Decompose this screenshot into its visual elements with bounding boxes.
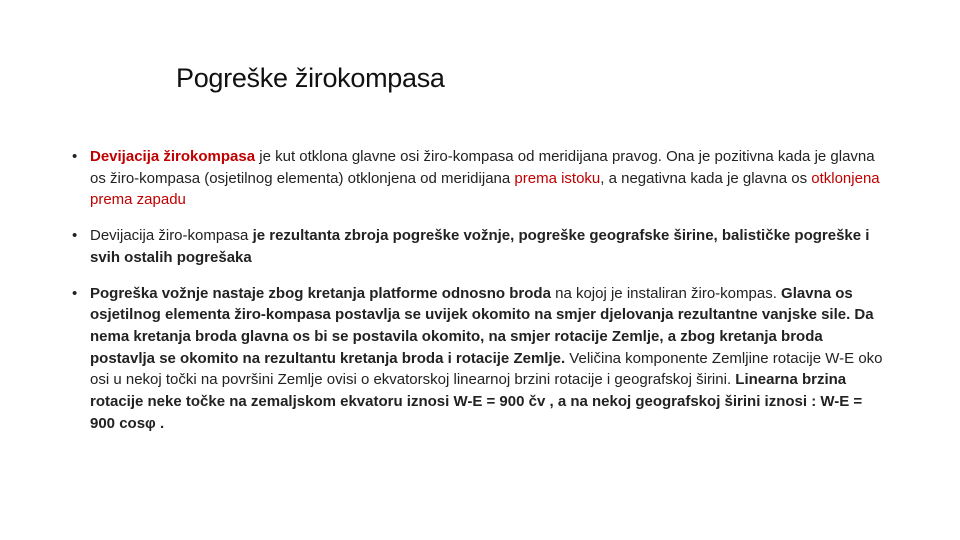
bullet-1-highlight-istok: prema istoku xyxy=(514,169,601,187)
bullet-item-devijacija-rezultanta xyxy=(72,225,884,268)
bullet-list xyxy=(72,146,884,448)
bullet-3-bold-1: Pogreška vožnje nastaje zbog kretanja platforme odnosno broda xyxy=(90,284,551,302)
bullet-dot-icon: • xyxy=(72,227,78,245)
bullet-1-highlight-zapad: otklonjena prema zapadu xyxy=(90,169,880,209)
bullet-dot-icon: • xyxy=(72,148,78,165)
bullet-1-term: Devijacija žirokompasa xyxy=(90,148,256,165)
bullet-3-bold-3: Linearna brzina rotacije neke točke na zemaljskom ekvatoru iznosi W-E = 900 čv , a na nekoj geografskoj širini iznosi : W-E = 900 cosφ . xyxy=(90,371,863,432)
bullet-item-devijacija-definicija xyxy=(72,146,884,211)
bullet-1-text: je kut otklona glavne osi žiro-kompasa od meridijana pravog. Ona je pozitivna kada je glavna os žiro-kompasa (osjetilnog elementa) otklonjena od meridijana xyxy=(90,148,875,187)
bullet-2-text: Devijacija žiro-kompasa xyxy=(90,227,253,245)
bullet-3-bold-2: Glavna os osjetilnog elementa žiro-kompasa postavlja se uvijek okomito na smjer djelovanja rezultantne vanjske sile. Da nema kretanja broda glavna os bi se postavila okomito, na smjer rotacije Zemlje, a zbog kretanja broda postavlja se okomito na rezultantu kretanja broda i rotacije Zemlje. xyxy=(90,284,874,367)
slide-title: Pogreške žirokompasa xyxy=(176,63,445,93)
bullet-3-text-2: Veličina komponente Zemljine rotacije W-E oko osi u nekoj točki na površini Zemlje ovisi o ekvatorskoj linearnoj brzini rotacije i geografskoj širini. xyxy=(90,349,883,389)
bullet-2-bold: je rezultanta zbroja pogreške vožnje, pogreške geografske širine, balističke pogreške i svih ostalih pogrešaka xyxy=(90,227,870,266)
bullet-3-text-1: na kojoj je instaliran žiro-kompas. xyxy=(550,284,782,302)
bullet-dot-icon: • xyxy=(72,284,78,302)
bullet-1-text-2: , a negativna kada je glavna os xyxy=(600,169,812,187)
bullet-item-pogreska-voznje xyxy=(72,283,884,435)
